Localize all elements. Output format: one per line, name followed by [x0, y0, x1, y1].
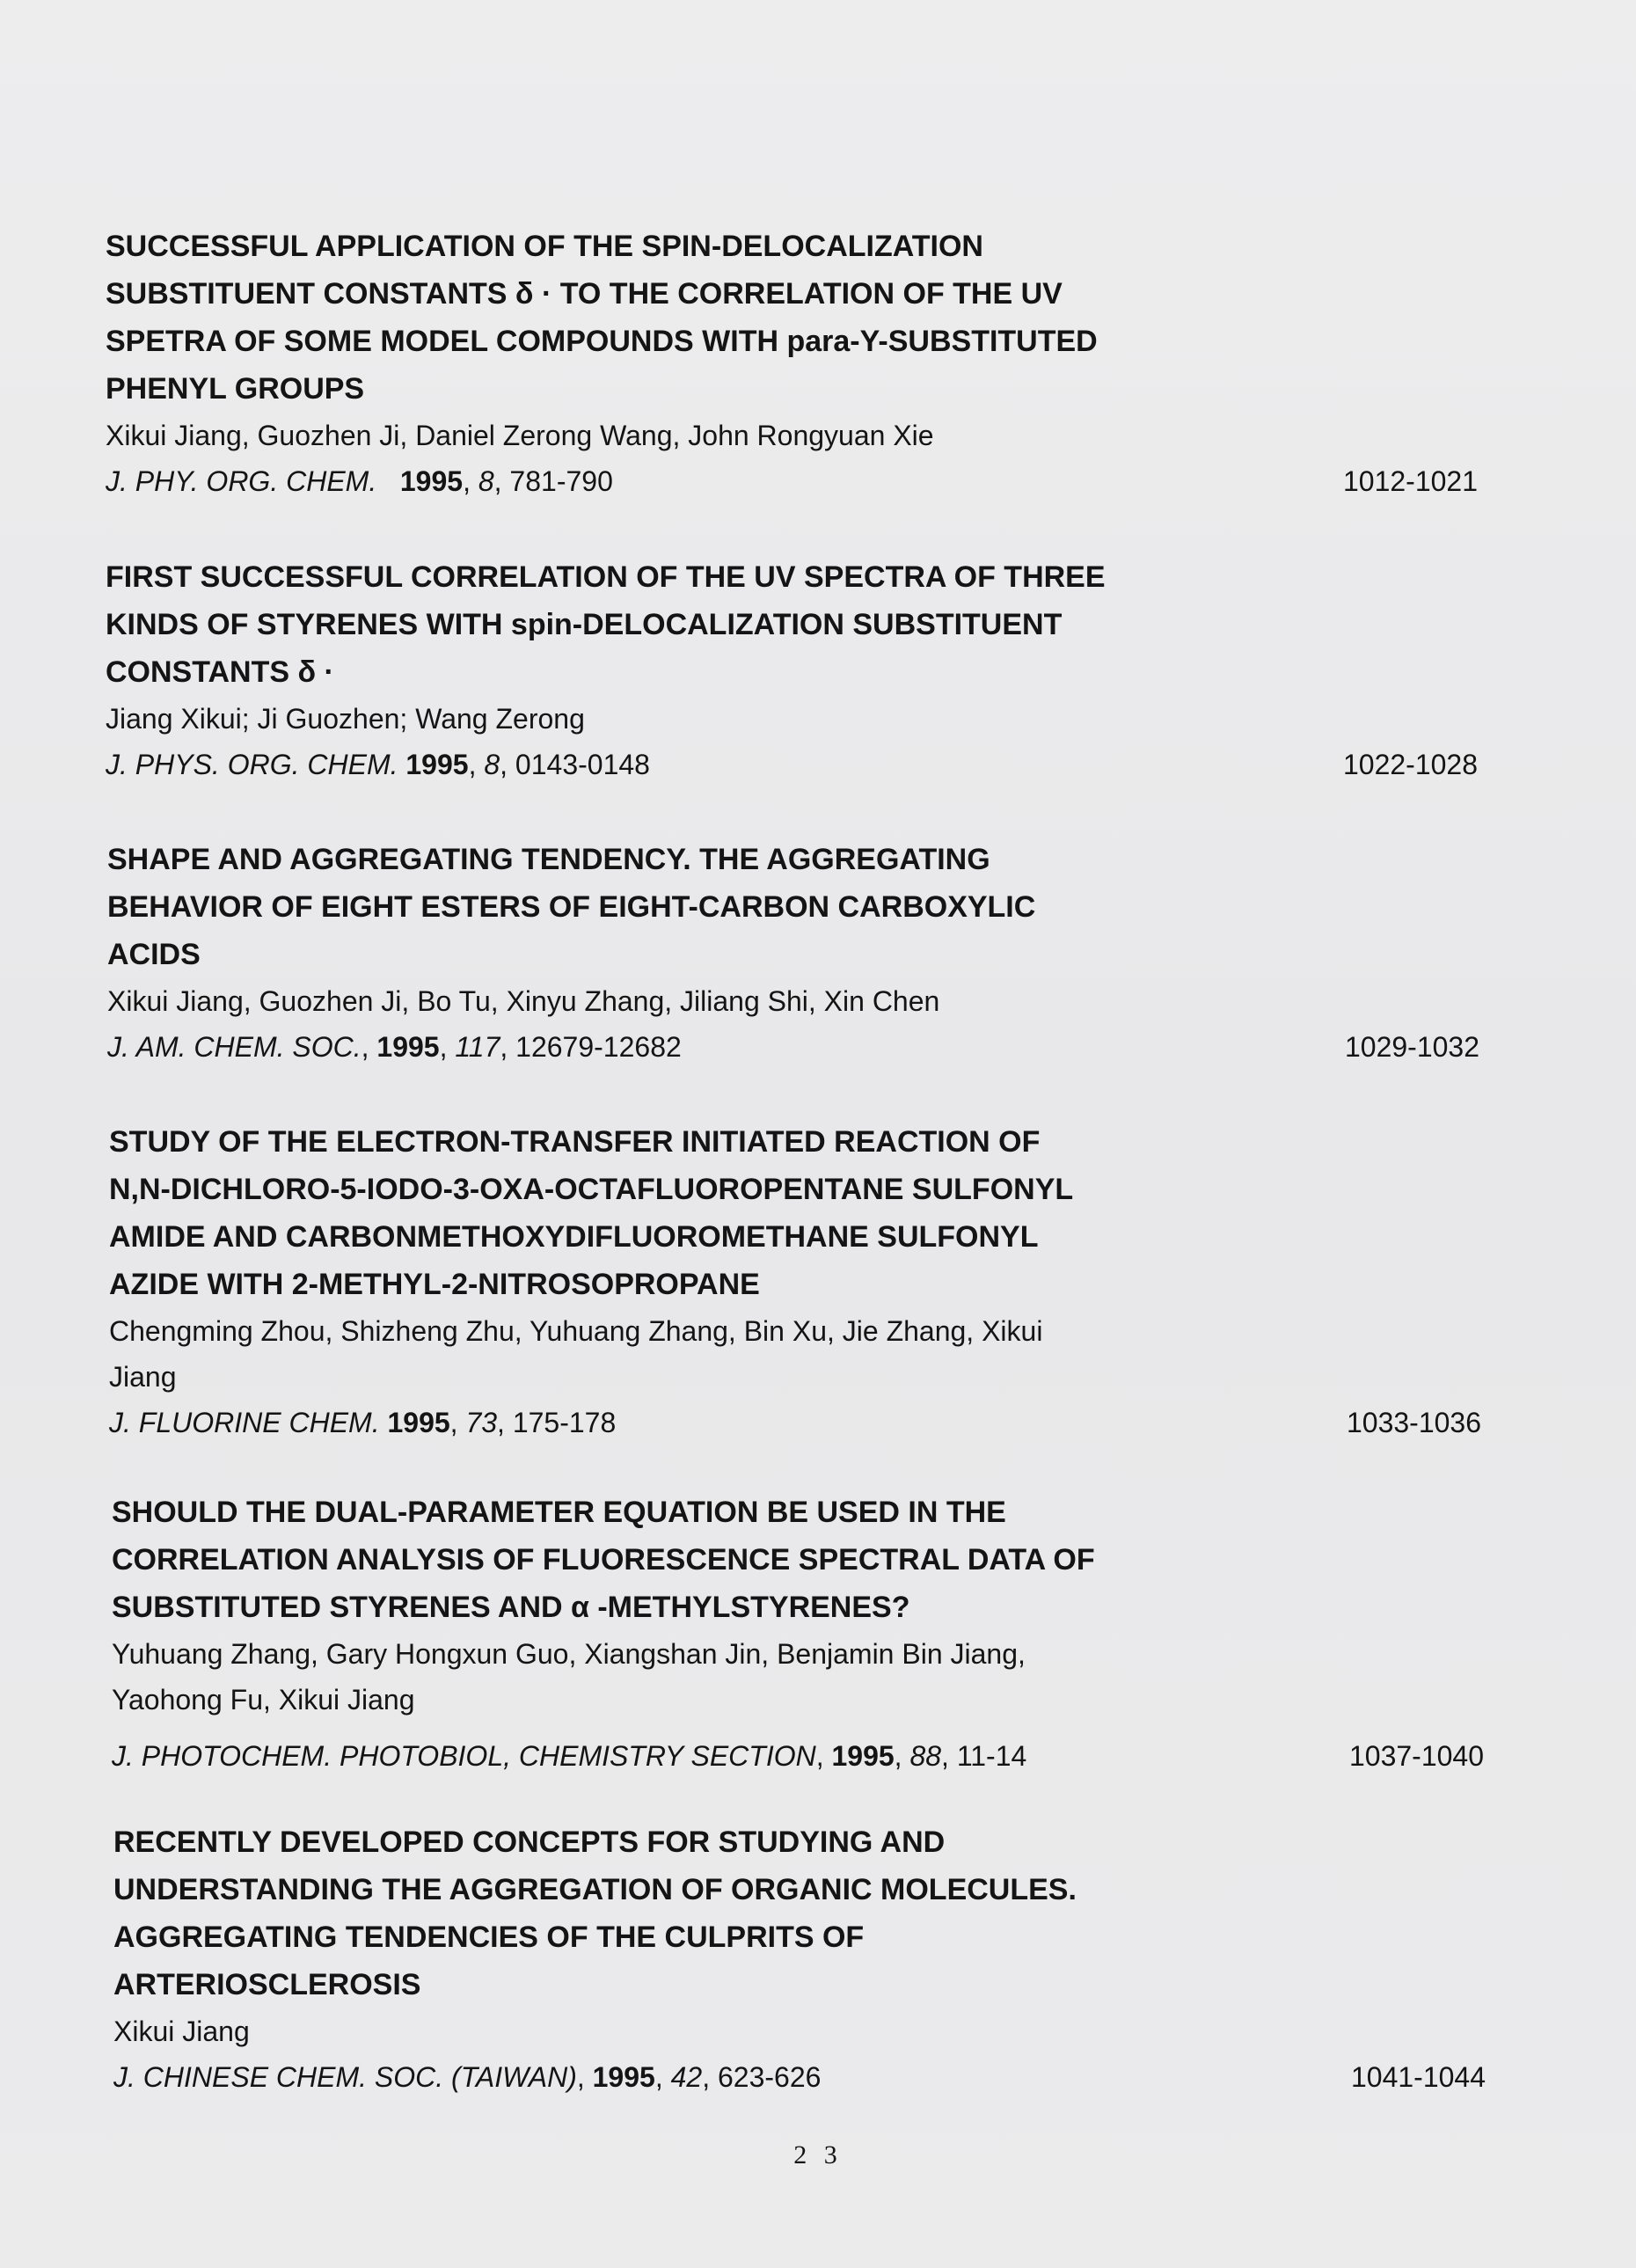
volume: 88 [909, 1740, 942, 1772]
title-line: RECENTLY DEVELOPED CONCEPTS FOR STUDYING AND [113, 1825, 946, 1859]
publication-title [112, 1489, 1211, 1631]
pub-year: 1995 [399, 465, 464, 497]
pub-year: 1995 [831, 1740, 895, 1772]
journal-name: J. CHINESE CHEM. SOC. (TAIWAN) [113, 2061, 577, 2093]
citation: J. PHY. ORG. CHEM. 1995, 8, 781-790 1012-1021 [106, 458, 1478, 504]
author-line: Chengming Zhou, Shizheng Zhu, Yuhuang Zhang, Bin Xu, Jie Zhang, Xikui [109, 1315, 1043, 1347]
journal-separator: , [576, 2061, 593, 2093]
title-line: AZIDE WITH 2-METHYL-2-NITROSOPROPANE [109, 1268, 760, 1301]
publication-title [113, 1818, 1213, 2008]
title-line: SHOULD THE DUAL-PARAMETER EQUATION BE USED IN THE [112, 1496, 1006, 1529]
volume: 8 [484, 749, 500, 780]
author-line: Xikui Jiang [113, 2016, 250, 2047]
author-line: Yuhuang Zhang, Gary Hongxun Guo, Xiangshan Jin, Benjamin Bin Jiang, [112, 1638, 1026, 1670]
citation: J. FLUORINE CHEM. 1995, 73, 175-178 1033-1036 [109, 1400, 1481, 1445]
author-line: Xikui Jiang, Guozhen Ji, Daniel Zerong Wang, John Rongyuan Xie [106, 420, 934, 451]
author-list [106, 413, 1205, 458]
title-line: PHENYL GROUPS [106, 372, 365, 406]
title-line: AGGREGATING TENDENCIES OF THE CULPRITS OF [113, 1920, 865, 1954]
journal-name: J. PHY. ORG. CHEM. [106, 465, 377, 497]
title-line: KINDS OF STYRENES WITH spin-DELOCALIZATION SUBSTITUENT [106, 608, 1063, 641]
author-line: Yaohong Fu, Xikui Jiang [112, 1684, 415, 1716]
title-line: CORRELATION ANALYSIS OF FLUORESCENCE SPECTRAL DATA OF [112, 1543, 1095, 1577]
journal-pages: 11-14 [956, 1740, 1027, 1772]
citation: J. PHOTOCHEM. PHOTOBIOL, CHEMISTRY SECTION, 1995, 88, 11-14 1037-1040 [112, 1733, 1484, 1779]
title-line: ARTERIOSCLEROSIS [113, 1968, 421, 2001]
publication-title [109, 1118, 1209, 1308]
title-line: AMIDE AND CARBONMETHOXYDIFLUOROMETHANE SULFONYL [109, 1220, 1039, 1254]
pub-year: 1995 [592, 2061, 655, 2093]
publication-entry-6 [113, 1818, 1486, 2100]
journal-pages: 175-178 [512, 1407, 617, 1438]
title-line: ACIDS [107, 938, 201, 971]
journal-name: J. AM. CHEM. SOC. [107, 1031, 362, 1063]
journal-pages: 0143-0148 [515, 749, 650, 780]
title-line: SUCCESSFUL APPLICATION OF THE SPIN-DELOCALIZATION [106, 230, 983, 263]
page-range: 1012-1021 [1342, 465, 1478, 497]
publication-entry-1 [106, 223, 1478, 504]
page-range: 1022-1028 [1342, 749, 1478, 780]
author-line: Jiang [109, 1361, 177, 1393]
title-line: SUBSTITUENT CONSTANTS δ · TO THE CORRELATION OF THE UV [106, 277, 1063, 311]
journal-pages: 781-790 [509, 465, 613, 497]
page-number: 2 3 [793, 2140, 843, 2169]
publication-entry-3 [107, 836, 1479, 1070]
volume: 42 [670, 2061, 703, 2093]
author-list [106, 696, 1205, 742]
journal-separator: , [361, 1031, 377, 1063]
publication-title [106, 553, 1205, 696]
page-range: 1041-1044 [1350, 2061, 1486, 2093]
citation: J. AM. CHEM. SOC., 1995, 117, 12679-12682 1029-1032 [107, 1024, 1479, 1070]
journal-name: J. FLUORINE CHEM. [109, 1407, 380, 1438]
publication-entry-2 [106, 553, 1478, 787]
title-line: STUDY OF THE ELECTRON-TRANSFER INITIATED REACTION OF [109, 1125, 1041, 1159]
volume: 8 [478, 465, 494, 497]
page-range: 1033-1036 [1346, 1407, 1481, 1438]
journal-pages: 623-626 [717, 2061, 822, 2093]
pub-year: 1995 [387, 1407, 450, 1438]
page-range: 1029-1032 [1344, 1031, 1479, 1063]
title-line: UNDERSTANDING THE AGGREGATION OF ORGANIC MOLECULES. [113, 1873, 1077, 1906]
author-list [109, 1308, 1209, 1400]
title-line: CONSTANTS δ · [106, 655, 334, 689]
author-list [107, 978, 1207, 1024]
publication-entry-4 [109, 1118, 1481, 1445]
volume: 73 [465, 1407, 498, 1438]
author-line: Jiang Xikui; Ji Guozhen; Wang Zerong [106, 703, 585, 735]
title-line: FIRST SUCCESSFUL CORRELATION OF THE UV SPECTRA OF THREE [106, 560, 1106, 594]
journal-name: J. PHYS. ORG. CHEM. [106, 749, 398, 780]
title-line: BEHAVIOR OF EIGHT ESTERS OF EIGHT-CARBON CARBOXYLIC [107, 890, 1036, 924]
citation: J. PHYS. ORG. CHEM. 1995, 8, 0143-0148 1022-1028 [106, 742, 1478, 787]
page-range: 1037-1040 [1348, 1740, 1484, 1772]
pub-year: 1995 [376, 1031, 440, 1063]
journal-separator: , [815, 1740, 832, 1772]
title-line: N,N-DICHLORO-5-IODO-3-OXA-OCTAFLUOROPENTANE SULFONYL [109, 1173, 1074, 1206]
title-line: SUBSTITUTED STYRENES AND α -METHYLSTYRENES? [112, 1591, 910, 1624]
publication-entry-5 [112, 1489, 1484, 1779]
volume: 117 [455, 1031, 500, 1063]
publication-title [106, 223, 1205, 413]
title-line: SPETRA OF SOME MODEL COMPOUNDS WITH para-Y-SUBSTITUTED [106, 325, 1098, 358]
journal-name: J. PHOTOCHEM. PHOTOBIOL, CHEMISTRY SECTION [112, 1740, 816, 1772]
pub-year: 1995 [405, 749, 469, 780]
author-list [112, 1631, 1211, 1723]
title-line: SHAPE AND AGGREGATING TENDENCY. THE AGGREGATING [107, 843, 990, 876]
journal-pages: 12679-12682 [515, 1031, 682, 1063]
author-list [113, 2008, 1213, 2054]
publication-title [107, 836, 1207, 978]
journal-separator [376, 465, 400, 497]
author-line: Xikui Jiang, Guozhen Ji, Bo Tu, Xinyu Zhang, Jiliang Shi, Xin Chen [107, 985, 940, 1017]
citation: J. CHINESE CHEM. SOC. (TAIWAN), 1995, 42, 623-626 1041-1044 [113, 2054, 1486, 2100]
